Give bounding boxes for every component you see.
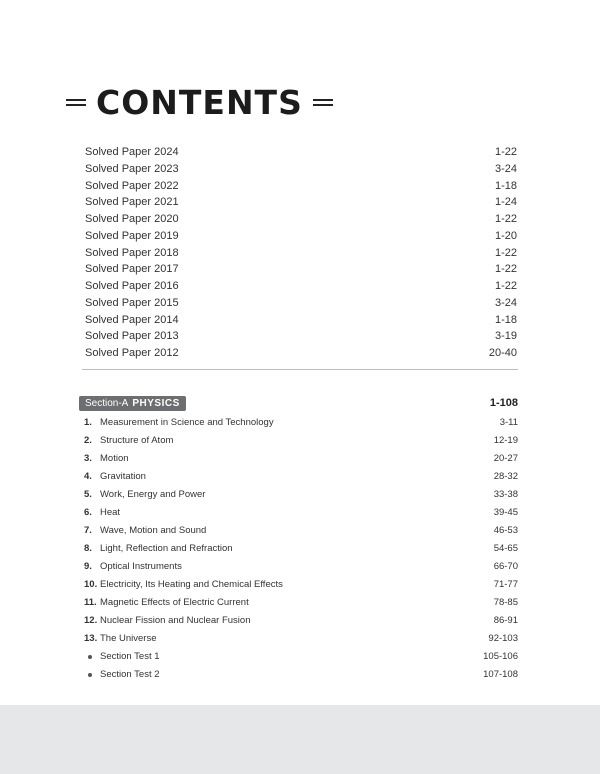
paper-label: Solved Paper 2017 <box>85 263 179 276</box>
chapter-pages: 66-70 <box>493 561 518 572</box>
list-item[interactable] <box>85 278 517 295</box>
chapter-number: 13. <box>84 633 98 644</box>
chapter-number: 11. <box>84 597 97 608</box>
chapter-pages: 46-53 <box>493 525 518 536</box>
paper-label: Solved Paper 2015 <box>85 296 179 309</box>
chapter-pages: 86-91 <box>493 615 518 626</box>
test-pages: 105-106 <box>483 651 518 662</box>
list-item[interactable] <box>85 228 517 245</box>
section-name: PHYSICS <box>132 398 180 409</box>
list-item[interactable] <box>84 666 518 684</box>
chapter-title: Gravitation <box>100 471 146 482</box>
solved-papers-list <box>85 144 517 362</box>
chapter-title: The Universe <box>100 633 157 644</box>
paper-pages: 1-22 <box>494 280 517 292</box>
paper-pages: 3-24 <box>494 162 517 175</box>
paper-label: Solved Paper 2016 <box>85 280 179 292</box>
chapter-title: Work, Energy and Power <box>100 489 206 500</box>
chapter-number: 3. <box>84 453 92 464</box>
paper-pages: 1-24 <box>494 196 517 209</box>
chapter-pages: 20-27 <box>493 453 518 464</box>
chapter-number: 10. <box>84 579 98 590</box>
list-item[interactable] <box>85 211 517 228</box>
list-item[interactable] <box>84 504 518 522</box>
list-item[interactable] <box>85 312 517 329</box>
paper-pages: 1-22 <box>494 213 517 225</box>
chapter-number: 4. <box>84 471 92 482</box>
chapter-pages: 28-32 <box>493 471 518 482</box>
list-item[interactable] <box>85 245 517 262</box>
list-item[interactable] <box>84 522 518 540</box>
chapter-pages: 54-65 <box>493 543 518 554</box>
paper-pages: 1-22 <box>494 246 517 259</box>
chapter-title: Electricity, Its Heating and Chemical Effects <box>100 579 283 590</box>
chapter-title: Optical Instruments <box>100 561 182 572</box>
list-item[interactable] <box>84 558 518 576</box>
list-item[interactable] <box>85 194 517 211</box>
list-item[interactable] <box>84 540 518 558</box>
chapter-pages: 71-77 <box>493 579 518 590</box>
section-pages: 1-108 <box>489 397 518 409</box>
paper-label: Solved Paper 2024 <box>85 146 179 158</box>
paper-label: Solved Paper 2022 <box>85 179 179 192</box>
chapter-title: Nuclear Fission and Nuclear Fusion <box>100 615 251 626</box>
page-title: CONTENTS <box>96 82 303 122</box>
paper-label: Solved Paper 2019 <box>85 229 179 242</box>
paper-pages: 1-22 <box>494 146 517 158</box>
chapter-list <box>84 414 518 684</box>
section-badge <box>79 396 186 411</box>
list-item[interactable] <box>84 468 518 486</box>
test-title: Section Test 2 <box>100 669 160 680</box>
title-left-dash <box>66 98 86 107</box>
chapter-number: 9. <box>84 561 92 572</box>
chapter-number: 8. <box>84 543 92 554</box>
test-title: Section Test 1 <box>100 651 160 662</box>
chapter-title: Heat <box>100 507 121 518</box>
list-item[interactable] <box>84 648 518 666</box>
paper-pages: 3-19 <box>494 330 517 343</box>
chapter-pages: 78-85 <box>493 597 518 608</box>
list-item[interactable] <box>85 144 517 161</box>
chapter-title: Wave, Motion and Sound <box>100 525 207 536</box>
chapter-pages: 39-45 <box>493 507 518 518</box>
chapter-pages: 92-103 <box>488 633 518 644</box>
list-item[interactable] <box>85 328 517 345</box>
paper-pages: 1-20 <box>494 229 517 242</box>
section-header <box>79 396 518 412</box>
chapter-title: Motion <box>100 453 129 464</box>
chapter-title: Magnetic Effects of Electric Current <box>100 597 249 608</box>
chapter-number: 5. <box>84 489 92 500</box>
title-right-dash <box>313 98 333 107</box>
list-item[interactable] <box>85 161 517 178</box>
paper-label: Solved Paper 2021 <box>85 196 179 209</box>
test-pages: 107-108 <box>483 669 518 680</box>
list-item[interactable] <box>85 261 517 278</box>
paper-pages: 1-18 <box>494 179 517 192</box>
paper-label: Solved Paper 2020 <box>85 213 179 225</box>
list-item[interactable] <box>85 295 517 312</box>
chapter-number: 1. <box>84 417 92 428</box>
list-item[interactable] <box>85 178 517 195</box>
list-item[interactable] <box>84 612 518 630</box>
list-item[interactable] <box>84 576 518 594</box>
chapter-number: 7. <box>84 525 92 536</box>
list-item[interactable] <box>84 414 518 432</box>
paper-pages: 1-18 <box>494 313 517 326</box>
paper-label: Solved Paper 2018 <box>85 246 179 259</box>
paper-label: Solved Paper 2023 <box>85 162 179 175</box>
chapter-number: 2. <box>84 435 92 446</box>
paper-label: Solved Paper 2013 <box>85 330 179 343</box>
chapter-number: 6. <box>84 507 92 518</box>
list-item[interactable] <box>84 432 518 450</box>
list-item[interactable] <box>84 594 518 612</box>
title-row <box>66 84 333 120</box>
chapter-pages: 12-19 <box>493 435 518 446</box>
list-item[interactable] <box>84 450 518 468</box>
section-label: Section-A <box>85 398 129 409</box>
paper-label: Solved Paper 2012 <box>85 347 179 359</box>
bullet-icon <box>84 666 100 684</box>
chapter-title: Structure of Atom <box>100 435 174 446</box>
list-item[interactable] <box>85 345 517 362</box>
paper-label: Solved Paper 2014 <box>85 313 179 326</box>
list-item[interactable] <box>84 630 518 648</box>
chapter-pages: 3-11 <box>499 417 518 428</box>
paper-pages: 20-40 <box>488 347 517 359</box>
divider <box>82 369 518 370</box>
bullet-icon <box>84 648 100 666</box>
chapter-pages: 33-38 <box>493 489 518 500</box>
bottom-band <box>0 705 600 774</box>
list-item[interactable] <box>84 486 518 504</box>
chapter-title: Light, Reflection and Refraction <box>100 543 233 554</box>
chapter-title: Measurement in Science and Technology <box>100 417 274 428</box>
paper-pages: 3-24 <box>494 296 517 309</box>
paper-pages: 1-22 <box>494 263 517 276</box>
chapter-number: 12. <box>84 615 98 626</box>
